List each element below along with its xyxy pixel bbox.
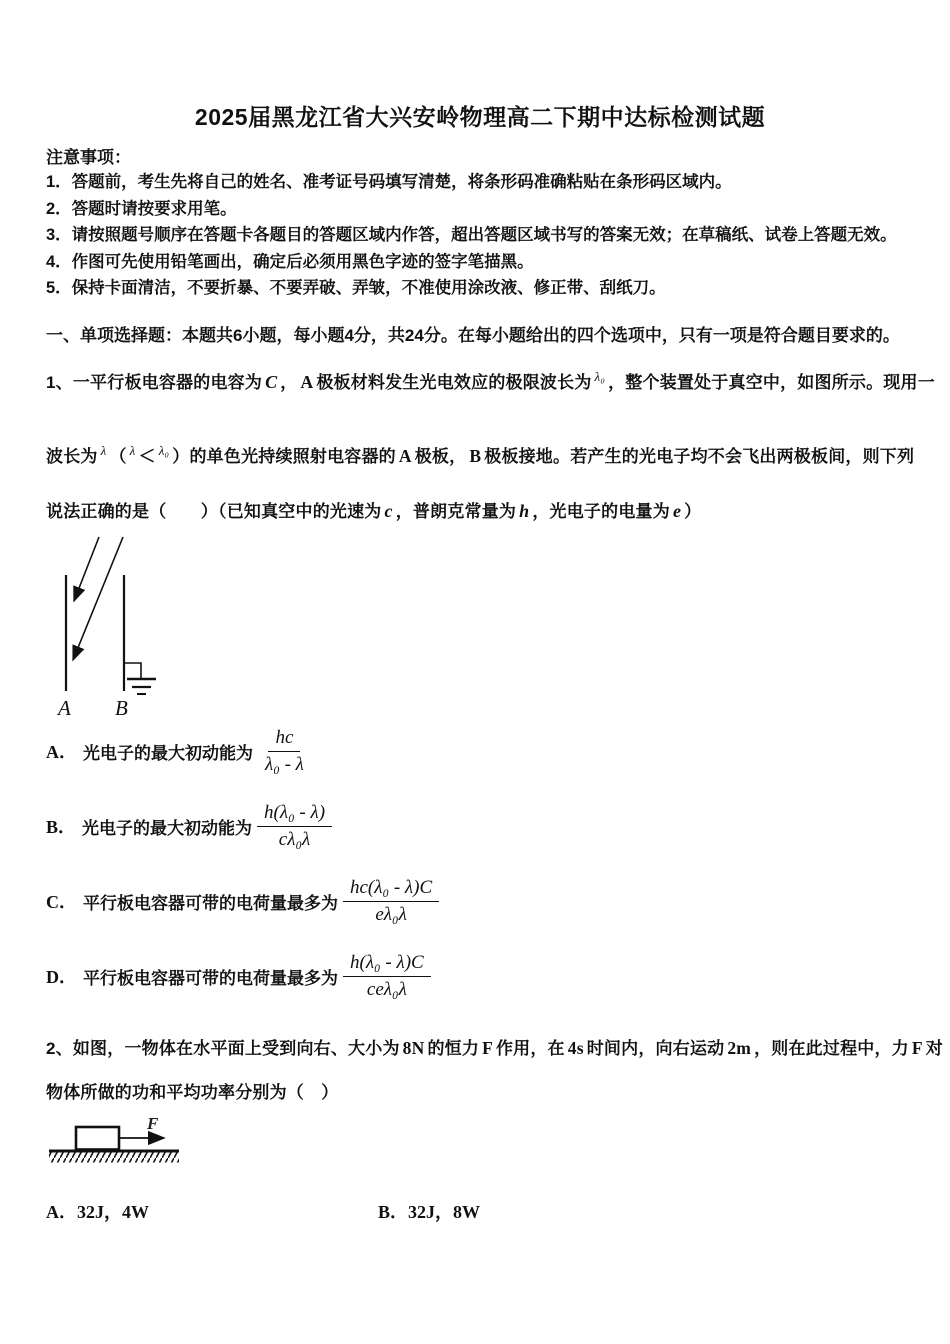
fraction-numerator: h(λ₀ - λ)C bbox=[343, 952, 431, 977]
option-text: 32J，8W bbox=[408, 1201, 481, 1222]
plate-b-label: B bbox=[115, 695, 128, 720]
option-label: D． bbox=[46, 967, 77, 987]
q2-text-line-2: 物体所做的功和平均功率分别为（ ） bbox=[46, 1082, 339, 1102]
notice-item-1: 1．答题前，考生先将自己的姓名、准考证号码填写清楚，将条形码准确粘贴在条形码区域内。 bbox=[46, 173, 732, 191]
notice-item-2: 2．答题时请按要求用笔。 bbox=[46, 199, 237, 218]
section1-header: 一、单项选择题：本题共6小题，每小题4分，共24分。在每小题给出的四个选项中，只有一项是符合题目要求的。 bbox=[46, 325, 900, 345]
ground-wire bbox=[124, 663, 141, 679]
q1-text-line-2: 波长为 $^\lambda$ （ $^\lambda$ ＜ $^{\lambda_0}$ ）的单色光持续照射电容器的 A 极板， B 极板接地。若产生的光电子均不会飞出两极板间，则下列 bbox=[46, 442, 915, 466]
option-formula-fraction bbox=[258, 727, 311, 776]
q2-text-line-1: 2、如图，一物体在水平面上受到向右、大小为 8N 的恒力 F 作用，在 4s 时间内，向右运动 2m ，则在此过程中，力 F 对 bbox=[46, 1037, 943, 1058]
option-formula-fraction bbox=[343, 952, 431, 1001]
q1-capacitor-figure bbox=[52, 531, 232, 723]
option-label: B． bbox=[378, 1201, 409, 1222]
notice-item-4: 4．作图可先使用铅笔画出，确定后必须用黑色字迹的签字笔描黑。 bbox=[46, 252, 534, 271]
fraction-denominator: ceλ₀λ bbox=[366, 978, 407, 1000]
fraction-denominator: cλ₀λ bbox=[278, 828, 311, 850]
q1-option-b bbox=[46, 802, 914, 851]
q1-text-line-1: 1、一平行板电容器的电容为 C ， A 极板材料发生光电效应的极限波长为 $^{\lambda_0}$ ，整个装置处于真空中，如图所示。现用一 bbox=[46, 368, 935, 392]
option-formula-fraction bbox=[343, 877, 439, 926]
q2-option-a bbox=[46, 1198, 378, 1224]
notice-heading: 注意事项： bbox=[46, 148, 131, 167]
q1-option-c bbox=[46, 877, 914, 926]
ground-hatching bbox=[49, 1152, 179, 1162]
option-label: C． bbox=[46, 892, 77, 912]
option-formula-fraction bbox=[257, 802, 332, 851]
notice-section bbox=[46, 147, 914, 302]
fraction-numerator: hc bbox=[268, 727, 300, 752]
page-title: 2025届黑龙江省大兴安岭物理高二下期中达标检测试题 bbox=[194, 104, 766, 130]
option-text: 平行板电容器可带的电荷量最多为 bbox=[83, 968, 338, 988]
option-label: A． bbox=[46, 1201, 77, 1222]
q2-option-b bbox=[378, 1198, 480, 1224]
force-label: F bbox=[147, 1113, 159, 1133]
fraction-numerator: hc(λ₀ - λ)C bbox=[343, 877, 439, 902]
q1-text-line-3: 说法正确的是（ ）（已知真空中的光速为 c ，普朗克常量为 h ，光电子的电量为 e ） bbox=[46, 500, 702, 521]
q2-block-figure bbox=[48, 1114, 258, 1176]
option-label: A． bbox=[46, 742, 77, 762]
option-text: 光电子的最大初动能为 bbox=[83, 743, 253, 763]
notice-item-3: 3．请按照题号顺序在答题卡各题目的答题区域内作答，超出答题区域书写的答案无效；在草稿纸、试卷上答题无效。 bbox=[46, 226, 897, 244]
option-label: B． bbox=[46, 817, 77, 837]
fraction-denominator: eλ₀λ bbox=[375, 903, 407, 925]
option-text: 平行板电容器可带的电荷量最多为 bbox=[83, 893, 338, 913]
plate-a-label: A bbox=[58, 695, 71, 720]
q2-options-row bbox=[46, 1198, 914, 1224]
notice-item-5: 5．保持卡面清洁，不要折暴、不要弄破、弄皱，不准使用涂改液、修正带、刮纸刀。 bbox=[46, 279, 666, 297]
q1-option-d bbox=[46, 952, 914, 1001]
fraction-denominator: λ₀ - λ bbox=[265, 753, 304, 775]
q1-option-a bbox=[46, 727, 914, 776]
option-text: 32J，4W bbox=[77, 1201, 149, 1222]
light-ray-icon bbox=[74, 537, 99, 601]
fraction-numerator: h(λ₀ - λ) bbox=[257, 802, 332, 827]
block bbox=[76, 1127, 119, 1150]
option-text: 光电子的最大初动能为 bbox=[82, 818, 253, 838]
light-ray-icon bbox=[73, 537, 123, 660]
